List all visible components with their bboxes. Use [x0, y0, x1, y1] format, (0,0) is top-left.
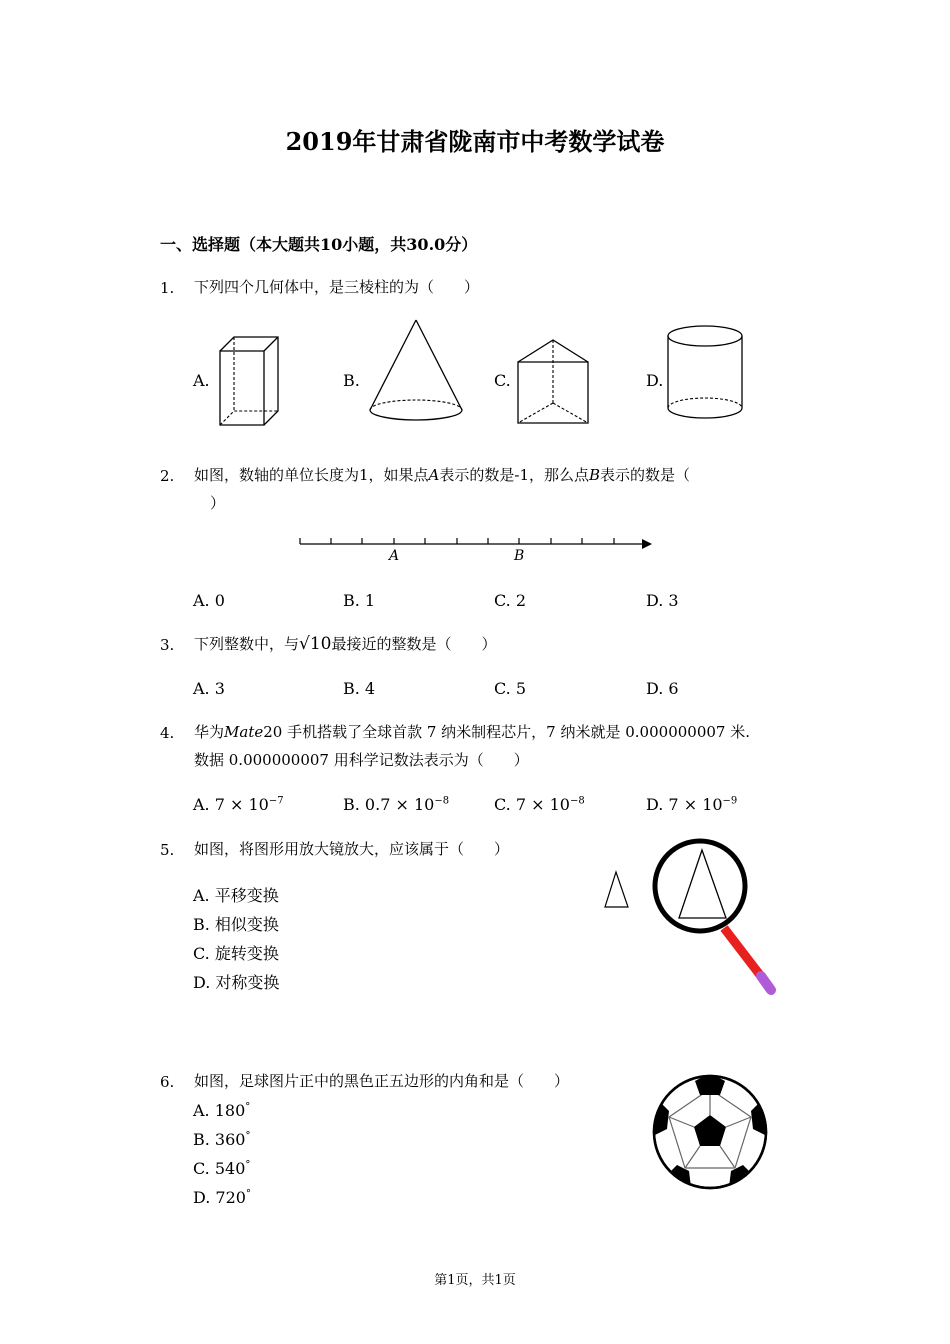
option-c: C. 旋转变换 [193, 944, 279, 963]
option-b: B. [343, 371, 360, 390]
radical-sqrt10: √10 [299, 634, 332, 654]
question-text: 如图，足球图片正中的黑色正五边形的内角和是（ ） [194, 1072, 570, 1090]
option-b: B. 4 [343, 679, 376, 698]
option-c: C. 2 [494, 591, 527, 610]
option-c: C. 5 [494, 679, 527, 698]
question-text-cont: 数据 0.000000007 用科学记数法表示为（ ） [194, 751, 529, 769]
cylinder-figure [665, 324, 745, 424]
option-b: B. 360° [193, 1130, 251, 1149]
option-a: A. 平移变换 [193, 886, 279, 905]
soccer-ball-figure [651, 1073, 769, 1191]
option-a: A. 3 [193, 679, 225, 698]
axis-label-b: B [514, 548, 525, 564]
option-c: C. $7 \times 10^{-8}$ [494, 795, 585, 814]
small-triangle-figure [603, 870, 631, 910]
question-text: 如图，将图形用放大镜放大，应该属于（ ） [194, 840, 510, 858]
option-d: D. 3 [646, 591, 679, 610]
option-d: D. [646, 371, 664, 390]
page-title: 2019年甘肃省陇南市中考数学试卷 [285, 127, 665, 156]
section-header: 一、选择题（本大题共10小题，共30.0分） [160, 235, 478, 254]
question-number: 6. [160, 1073, 175, 1091]
option-b: B. 1 [343, 591, 376, 610]
option-a: A. $7 \times 10^{-7}$ [193, 795, 284, 814]
axis-label-a: A [389, 548, 400, 564]
option-d: D. 对称变换 [193, 973, 280, 992]
option-a: A. [193, 371, 210, 390]
question-text: 华为Mate20 手机搭载了全球首款 7 纳米制程芯片，7 纳米就是 0.000000007 米. [194, 723, 750, 741]
option-d: D. 6 [646, 679, 679, 698]
option-a: A. 0 [193, 591, 225, 610]
option-c: C. 540° [193, 1159, 251, 1178]
question-number: 3. [160, 636, 175, 654]
question-number: 5. [160, 841, 175, 859]
option-c: C. [494, 371, 511, 390]
cuboid-figure [218, 335, 280, 429]
option-d: D. 720° [193, 1188, 251, 1207]
question-text: 下列四个几何体中，是三棱柱的为（ ） [194, 278, 480, 296]
option-b: B. $0.7 \times 10^{-8}$ [343, 795, 450, 814]
option-d: D. $7 \times 10^{-9}$ [646, 795, 738, 814]
cone-figure [368, 318, 464, 424]
question-text: 下列整数中，与√10最接近的整数是（ ） [194, 634, 497, 654]
question-text: 如图，数轴的单位长度为1，如果点A表示的数是-1，那么点B表示的数是（ [194, 466, 691, 484]
question-text-cont: ） [210, 494, 226, 512]
question-number: 1. [160, 279, 175, 297]
question-number: 4. [160, 724, 175, 742]
page-footer: 第1页，共1页 [434, 1273, 516, 1288]
option-b: B. 相似变换 [193, 915, 279, 934]
option-a: A. 180° [193, 1101, 251, 1120]
magnifier-figure [650, 838, 780, 998]
number-line [298, 534, 658, 570]
triangular-prism-figure [516, 338, 590, 426]
question-number: 2. [160, 467, 175, 485]
